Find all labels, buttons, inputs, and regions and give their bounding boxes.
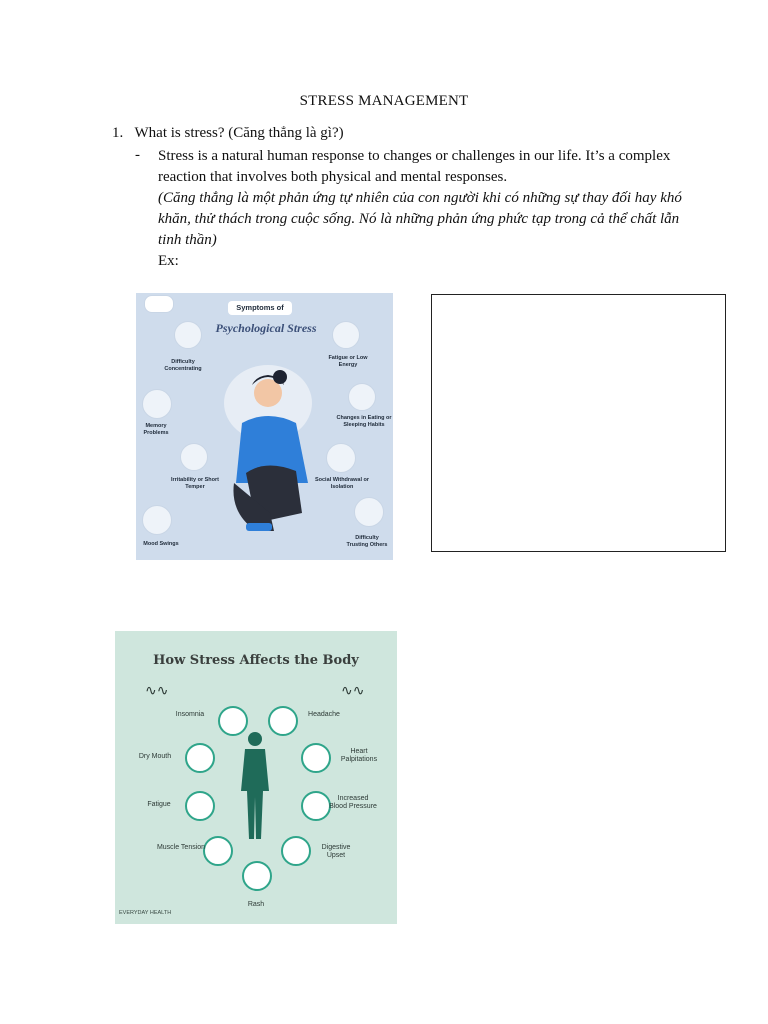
label-insomnia: Insomnia <box>175 711 205 718</box>
muscle-icon <box>203 836 233 866</box>
label-difficulty-concentrating: Difficulty Concentrating <box>164 359 202 372</box>
label-digestive: Digestive Upset <box>321 844 351 859</box>
wave-left-icon: ∿∿ <box>145 684 169 699</box>
wave-right-icon: ∿∿ <box>341 684 365 699</box>
headache-icon <box>268 706 298 736</box>
fatigue-body-icon <box>185 791 215 821</box>
definition-english: Stress is a natural human response to changes or challenges in our life. It’s a complex reaction that involves both physical and mental responses. <box>158 148 671 185</box>
label-rash: Rash <box>247 901 265 908</box>
blood-pressure-icon <box>301 791 331 821</box>
digestive-icon <box>281 836 311 866</box>
label-blood-pressure: Increased Blood Pressure <box>329 795 377 810</box>
document-title: STRESS MANAGEMENT <box>299 93 469 109</box>
label-heart: Heart Palpitations <box>340 748 378 763</box>
irritability-icon <box>180 443 208 471</box>
rash-icon <box>242 861 272 891</box>
question-1 <box>112 125 344 142</box>
example-label: Ex: <box>158 253 179 269</box>
fatigue-icon <box>332 321 360 349</box>
definition-vietnamese: (Căng thẳng là một phản ứng tự nhiên của con người khi có những sự thay đối hay khó khăn, thử thách trong cuộc sống. Nó là những phản ứng phức tạp trong cả thể chất lẫn tinh thần) <box>158 190 682 248</box>
dry-mouth-icon <box>185 743 215 773</box>
brand-everyday-health: EVERYDAY HEALTH <box>119 910 172 916</box>
psychological-stress-infographic <box>136 293 393 560</box>
label-fatigue: Fatigue or Low Energy <box>328 355 368 368</box>
body-silhouette-icon <box>235 731 275 841</box>
label-eating-sleeping: Changes in Eating or Sleeping Habits <box>336 415 392 428</box>
social-icon <box>326 443 356 473</box>
heart-icon <box>301 743 331 773</box>
infographic-title-2: Psychological Stress <box>215 321 317 335</box>
definition-paragraph <box>158 146 698 272</box>
mood-swings-icon <box>142 505 172 535</box>
label-dry-mouth: Dry Mouth <box>138 753 172 760</box>
bullet-dash: - <box>135 147 140 163</box>
label-headache: Headache <box>308 711 340 718</box>
concentration-icon <box>174 321 202 349</box>
label-fatigue-body: Fatigue <box>147 801 171 808</box>
infographic-title-1: Symptoms of <box>236 303 284 312</box>
label-memory-problems: Memory Problems <box>143 423 169 436</box>
label-mood-swings: Mood Swings <box>143 541 179 547</box>
title-box <box>228 301 292 315</box>
label-irritability: Irritability or Short Temper <box>171 477 219 490</box>
stressed-woman-illustration <box>216 363 326 543</box>
question-text: What is stress? (Căng thẳng là gì?) <box>134 125 344 141</box>
brand-logo-icon <box>144 295 174 313</box>
memory-icon <box>142 389 172 419</box>
question-number: 1. <box>112 125 124 141</box>
insomnia-icon <box>218 706 248 736</box>
empty-image-frame <box>431 294 726 552</box>
trust-icon <box>354 497 384 527</box>
label-social-withdrawal: Social Withdrawal or Isolation <box>314 477 370 490</box>
stress-body-infographic <box>115 631 397 924</box>
infographic-2-title: How Stress Affects the Body <box>153 653 359 668</box>
label-muscle: Muscle Tension <box>156 844 206 851</box>
eating-icon <box>348 383 376 411</box>
label-difficulty-trusting: Difficulty Trusting Others <box>346 535 388 548</box>
